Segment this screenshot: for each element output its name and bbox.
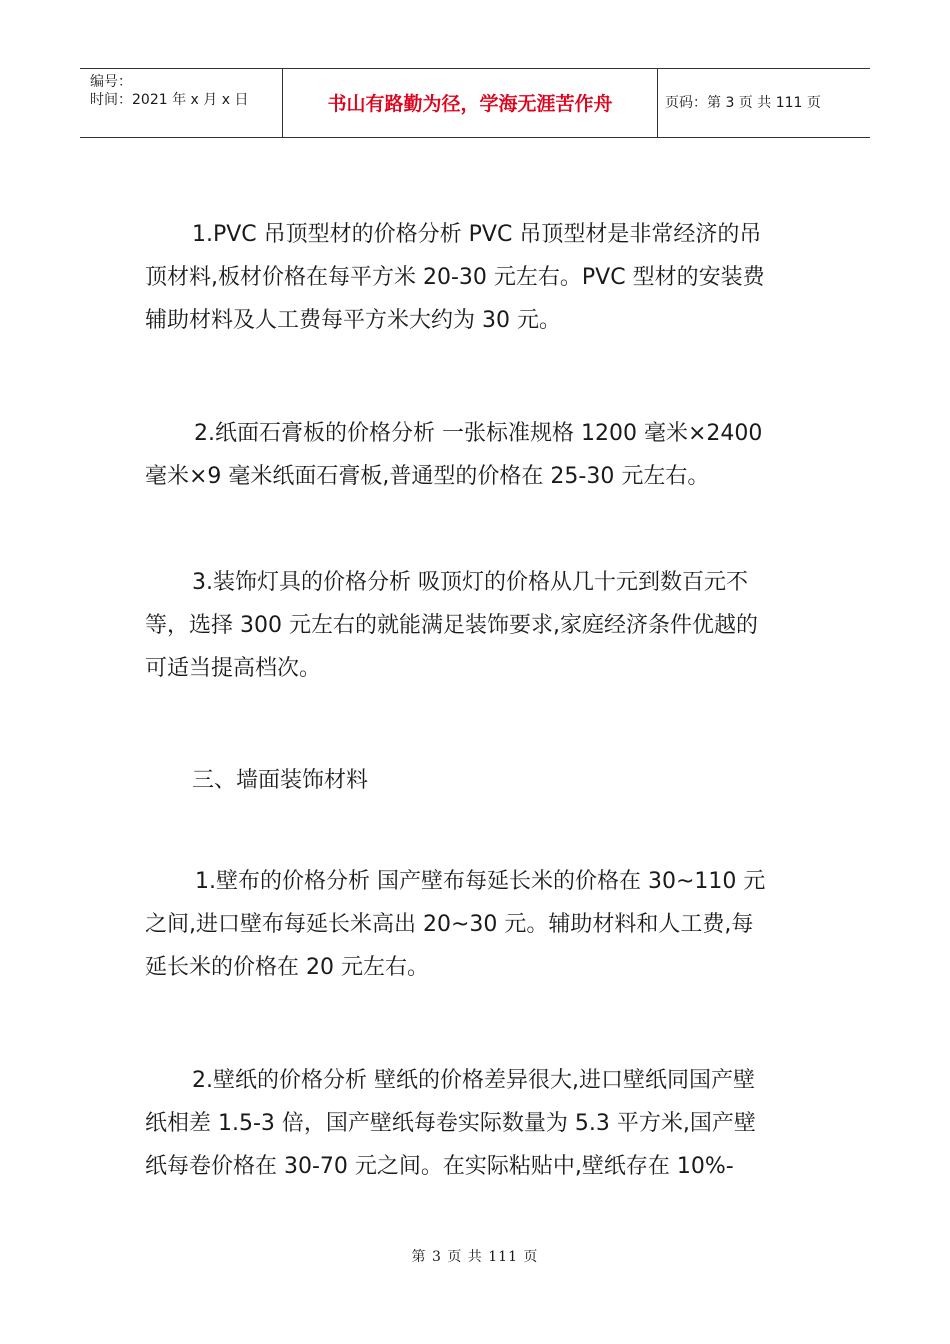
text-line: 等，选择 300 元左右的就能满足装饰要求,家庭经济条件优越的	[145, 613, 758, 638]
header-page-number: 页码：第 3 页 共 111 页	[665, 95, 821, 111]
header-motto-cell	[282, 69, 658, 137]
text-line: 可适当提高档次。	[145, 656, 322, 681]
document-number-label: 编号：	[90, 74, 132, 90]
text-line: 之间,进口壁布每延长米高出 20~30 元。辅助材料和人工费,每	[145, 912, 754, 937]
paragraph-gypsum-board	[145, 412, 810, 498]
text-line: 1.壁布的价格分析 国产壁布每延长米的价格在 30~110 元	[195, 869, 766, 894]
text-line: 2.纸面石膏板的价格分析 一张标准规格 1200 毫米×2400	[194, 421, 763, 446]
text-line: 顶材料,板材价格在每平方米 20-30 元左右。PVC 型材的安装费	[145, 265, 765, 290]
header-right-cell	[657, 69, 870, 137]
paragraph-wall-cloth	[145, 860, 810, 989]
section-heading-wall-materials	[145, 759, 810, 802]
text-line: 2.壁纸的价格分析 壁纸的价格差异很大,进口壁纸同国产壁	[192, 1068, 755, 1093]
header-left-cell	[80, 69, 282, 137]
paragraph-wallpaper	[145, 1059, 810, 1188]
text-line: 1.PVC 吊顶型材的价格分析 PVC 吊顶型材是非常经济的吊	[192, 222, 762, 247]
page-footer: 第 3 页 共 111 页	[411, 1249, 539, 1265]
document-date-label: 时间：2021 年 x 月 x 日	[90, 92, 249, 108]
paragraph-lighting	[145, 561, 810, 690]
text-line: 3.装饰灯具的价格分析 吸顶灯的价格从几十元到数百元不	[192, 570, 748, 595]
paragraph-pvc-ceiling	[145, 213, 810, 342]
text-line: 纸每卷价格在 30-70 元之间。在实际粘贴中,壁纸存在 10%-	[145, 1154, 734, 1179]
text-line: 纸相差 1.5-3 倍，国产壁纸每卷实际数量为 5.3 平方米,国产壁	[145, 1111, 756, 1136]
page-header	[80, 68, 870, 138]
text-line: 延长米的价格在 20 元左右。	[145, 955, 429, 980]
text-line: 辅助材料及人工费每平方米大约为 30 元。	[145, 308, 561, 333]
header-motto: 书山有路勤为径，学海无涯苦作舟	[327, 93, 613, 115]
text-line: 毫米×9 毫米纸面石膏板,普通型的价格在 25-30 元左右。	[145, 464, 710, 489]
section-heading: 三、墙面装饰材料	[192, 768, 369, 793]
